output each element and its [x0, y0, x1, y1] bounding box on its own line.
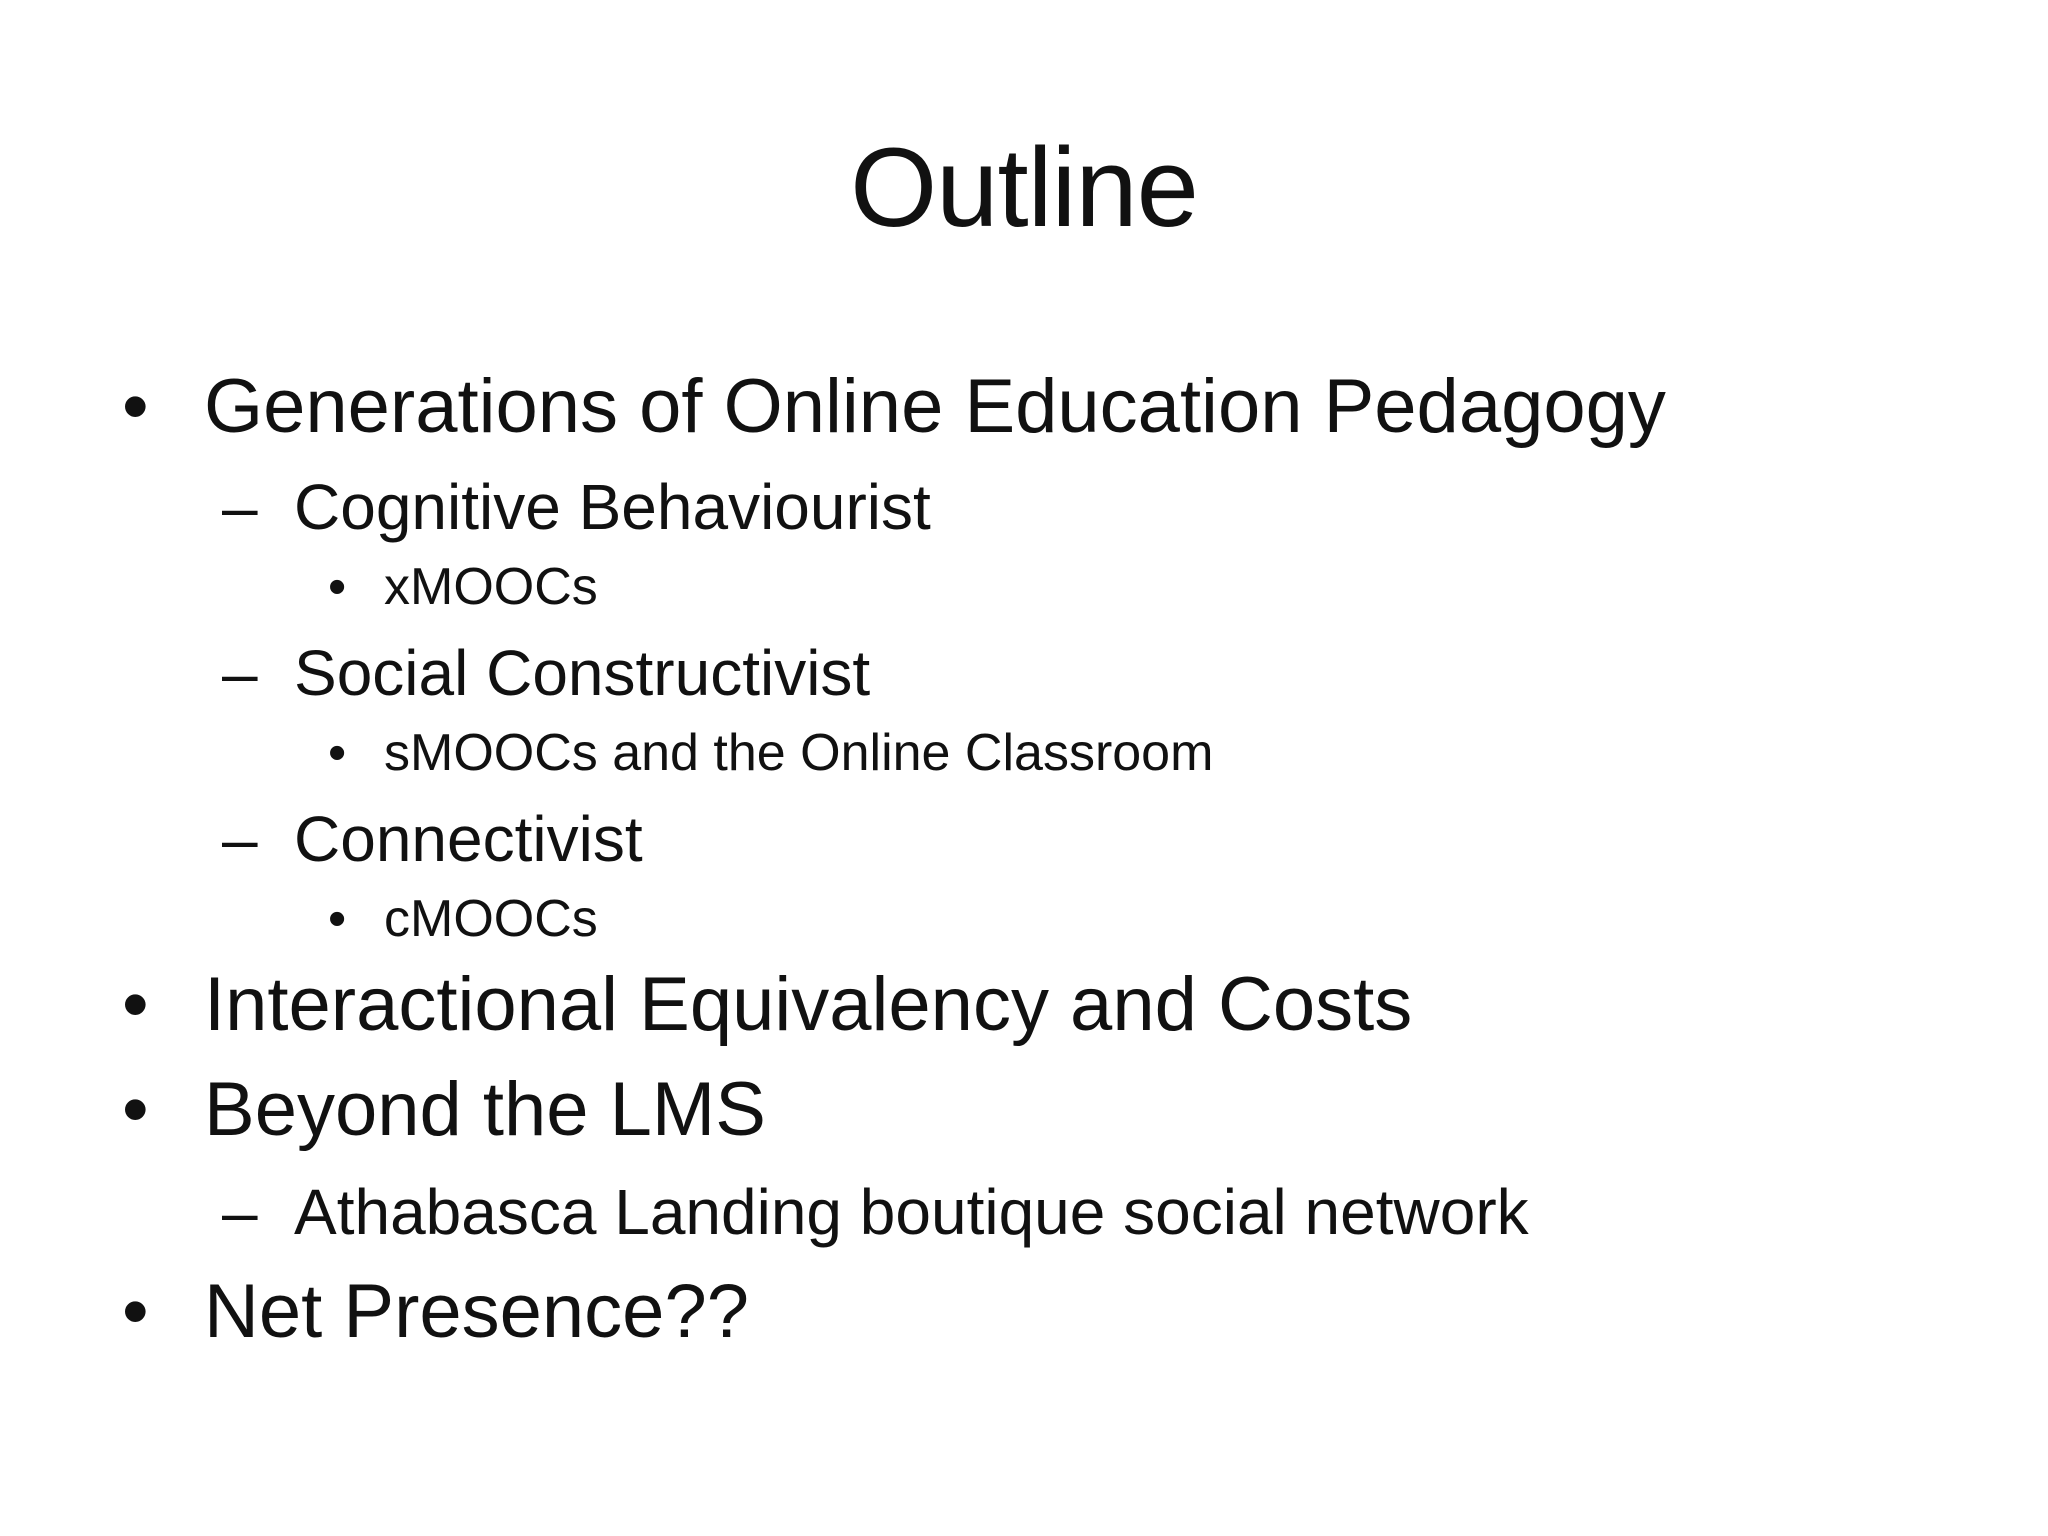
outline-item-net-presence: [122, 1262, 1772, 1362]
bullet-marker: •: [328, 724, 347, 782]
bullet-marker: •: [122, 364, 149, 449]
outline-subitem-label: Connectivist: [294, 803, 643, 875]
outline-item-generations: [122, 357, 1772, 457]
bullet-marker: •: [328, 890, 347, 948]
dash-marker: –: [222, 803, 258, 875]
bullet-marker: •: [122, 1067, 149, 1152]
outline-subitem-cognitive-behaviourist: [222, 466, 1422, 548]
dash-marker: –: [222, 637, 258, 709]
outline-subsubitem-cmoocs: [328, 884, 1228, 954]
outline-subsubitem-label: cMOOCs: [384, 890, 598, 948]
outline-subsubitem-label: sMOOCs and the Online Classroom: [384, 724, 1214, 782]
bullet-marker: •: [122, 1269, 149, 1354]
outline-subitem-label: Cognitive Behaviourist: [294, 471, 931, 543]
outline-subitem-label: Athabasca Landing boutique social network: [294, 1176, 1529, 1248]
outline-item-label: Generations of Online Education Pedagogy: [204, 364, 1666, 449]
outline-subsubitem-xmoocs: [328, 552, 1228, 622]
outline-subitem-label: Social Constructivist: [294, 637, 871, 709]
dash-marker: –: [222, 1176, 258, 1248]
outline-subitem-social-constructivist: [222, 632, 1422, 714]
outline-subitem-athabasca-landing: [222, 1171, 1622, 1253]
outline-item-label: Beyond the LMS: [204, 1067, 766, 1152]
outline-item-interactional-equivalency: [122, 955, 1772, 1055]
outline-subsubitem-smoocs: [328, 718, 1428, 788]
outline-item-beyond-lms: [122, 1060, 1772, 1160]
bullet-marker: •: [122, 962, 149, 1047]
outline-item-label: Net Presence??: [204, 1269, 749, 1354]
outline-subsubitem-label: xMOOCs: [384, 558, 598, 616]
outline-item-label: Interactional Equivalency and Costs: [204, 962, 1413, 1047]
outline-subitem-connectivist: [222, 798, 1422, 880]
dash-marker: –: [222, 471, 258, 543]
slide-title: Outline: [850, 125, 1198, 250]
bullet-marker: •: [328, 558, 347, 616]
